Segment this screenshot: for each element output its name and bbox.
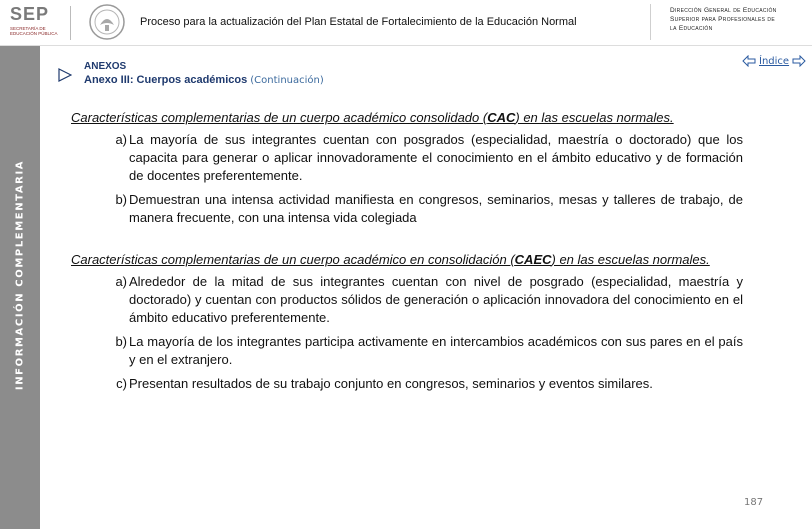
cac-acronym: CAC bbox=[487, 110, 516, 125]
cac-heading bbox=[71, 109, 743, 127]
national-seal-icon bbox=[88, 3, 126, 41]
list-marker: a) bbox=[115, 132, 127, 147]
list-item bbox=[104, 191, 743, 227]
caec-heading bbox=[71, 251, 743, 269]
cac-list bbox=[104, 131, 743, 227]
sep-logo-text: SEP bbox=[10, 4, 50, 24]
list-text: La mayoría de los integrantes participa activamente en intercambios académicos con sus pares en el país y en el extranjero. bbox=[129, 334, 743, 367]
list-marker: a) bbox=[115, 274, 127, 289]
caec-acronym: CAEC bbox=[514, 252, 552, 267]
section-title: ANEXOS bbox=[84, 61, 127, 72]
list-marker: c) bbox=[116, 376, 127, 391]
list-text: Presentan resultados de su trabajo conjunto en congresos, seminarios y eventos similares. bbox=[129, 376, 653, 391]
list-marker: b) bbox=[115, 192, 127, 207]
sep-logo-subtext: SECRETARÍA DE EDUCACIÓN PÚBLICA bbox=[10, 26, 58, 36]
cac-heading-pre: Características complementarias de un cuerpo académico consolidado ( bbox=[71, 110, 488, 125]
section-arrow-icon bbox=[58, 68, 72, 82]
page-number: 187 bbox=[744, 497, 764, 508]
right-arrow-icon[interactable] bbox=[792, 55, 806, 67]
sidebar-label: INFORMACIÓN COMPLEMENTARIA bbox=[14, 159, 26, 391]
sep-logo bbox=[6, 4, 70, 42]
header-rule bbox=[0, 45, 812, 46]
document-title: Proceso para la actualización del Plan Estatal de Fortalecimiento de la Educación Normal bbox=[140, 16, 577, 28]
dependency-name bbox=[670, 6, 805, 33]
caec-section bbox=[71, 251, 743, 393]
list-item bbox=[104, 333, 743, 369]
header-divider bbox=[650, 4, 651, 40]
list-item bbox=[104, 273, 743, 327]
logo-divider bbox=[70, 6, 71, 40]
caec-list bbox=[104, 273, 743, 393]
list-text: Alrededor de la mitad de sus integrantes cuentan con nivel de posgrado (especialidad, maestría y doctorado) y cuentan con productos sólidos de generación o aplicación innovadora del conocimiento en el ámbito educativo preferentemente. bbox=[129, 274, 743, 325]
dependency-line-3: la Educación bbox=[670, 25, 713, 32]
list-item bbox=[104, 131, 743, 185]
dependency-line-1: Dirección General de Educación bbox=[670, 7, 777, 14]
section-subtitle bbox=[84, 74, 324, 86]
caec-heading-post: ) en las escuelas normales. bbox=[551, 252, 710, 267]
section-subtitle-note: (Continuación) bbox=[250, 75, 324, 86]
index-link[interactable]: Índice bbox=[759, 55, 790, 67]
list-text: Demuestran una intensa actividad manifiesta en congresos, seminarios, mesas y talleres de trabajo, de manera frecuente, con una intensa vida colegiada bbox=[129, 192, 743, 225]
dependency-line-2: Superior para Profesionales de bbox=[670, 16, 775, 23]
list-text: La mayoría de sus integrantes cuentan con posgrados (especialidad, maestría o doctorado) que los capacita para generar o aplicar innovadoramente el conocimiento en el ámbito educativo y de formación de docentes preferentemente. bbox=[129, 132, 743, 183]
navigation bbox=[742, 53, 806, 69]
cac-heading-post: ) en las escuelas normales. bbox=[515, 110, 674, 125]
list-marker: b) bbox=[115, 334, 127, 349]
section-subtitle-main: Anexo III: Cuerpos académicos bbox=[84, 74, 248, 86]
page-header bbox=[0, 0, 812, 46]
main-content bbox=[71, 109, 743, 399]
caec-heading-pre: Características complementarias de un cuerpo académico en consolidación ( bbox=[71, 252, 515, 267]
list-item bbox=[104, 375, 743, 393]
left-arrow-icon[interactable] bbox=[742, 55, 756, 67]
